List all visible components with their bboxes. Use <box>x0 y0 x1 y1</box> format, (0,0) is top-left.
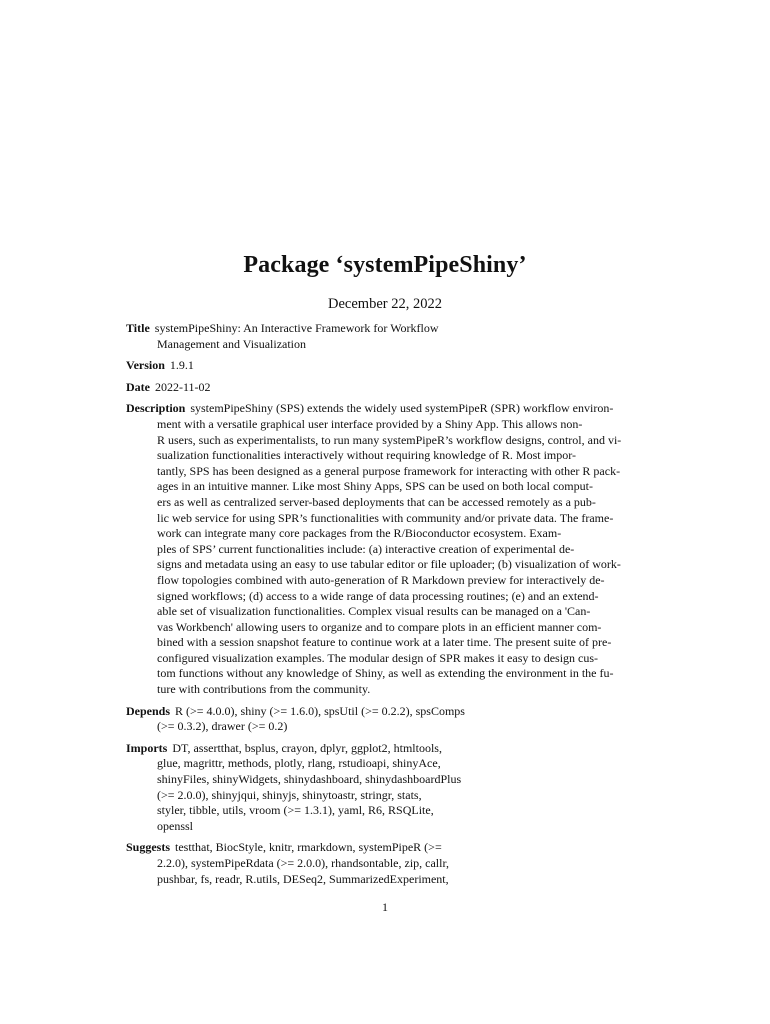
field-text: lic web service for using SPR’s functionalities with community and/or private data. The frame- <box>157 510 614 525</box>
field-line <box>126 872 646 888</box>
field-label: Date <box>126 379 150 394</box>
field-line <box>126 741 646 757</box>
field-label: Depends <box>126 703 171 718</box>
field-line <box>126 856 646 872</box>
field-line <box>126 666 646 682</box>
field-text: tom functions without any knowledge of Shiny, as well as extending the environment in the fu- <box>157 666 614 681</box>
field-label: Imports <box>126 740 168 755</box>
field-line <box>126 620 646 636</box>
field-line <box>126 380 646 396</box>
field-text: pushbar, fs, readr, R.utils, DESeq2, SummarizedExperiment, <box>157 871 449 886</box>
field-text: (>= 0.3.2), drawer (>= 0.2) <box>157 719 288 734</box>
field-text: sualization functionalities interactively without requiring knowledge of R. Most impor- <box>157 448 577 463</box>
description-fields <box>126 321 646 893</box>
field-label: Suggests <box>126 840 171 855</box>
field-line <box>126 635 646 651</box>
field-text: R users, such as experimentalists, to run many systemPipeR’s workflow designs, control, and vi- <box>157 432 622 447</box>
field-line <box>126 557 646 573</box>
field-text: DT, assertthat, bsplus, crayon, dplyr, ggplot2, htmltools, <box>172 740 442 755</box>
field-text: ages in an intuitive manner. Like most Shiny Apps, SPS can be used on both local comput- <box>157 479 593 494</box>
field-text: 2022-11-02 <box>155 379 211 394</box>
document-date: December 22, 2022 <box>328 296 442 312</box>
field-line <box>126 417 646 433</box>
field-line <box>126 479 646 495</box>
field-line <box>126 772 646 788</box>
field-text: shinyFiles, shinyWidgets, shinydashboard, shinydashboardPlus <box>157 772 462 787</box>
field-text: able set of visualization functionalities. Complex visual results can be managed on a 'Can- <box>157 604 591 619</box>
field-label: Version <box>126 358 165 373</box>
field-text: vas Workbench' allowing users to organize and to compare plots in an efficient manner com- <box>157 619 602 634</box>
page-number: 1 <box>382 900 388 914</box>
field-text: configured visualization examples. The modular design of SPR makes it easy to design cus- <box>157 650 599 665</box>
field-text: styler, tibble, utils, vroom (>= 1.3.1), yaml, R6, RSQLite, <box>157 803 434 818</box>
field-text: signed workflows; (d) access to a wide range of data processing routines; (e) and an extend- <box>157 588 599 603</box>
field-text: signs and metadata using an easy to use tabular editor or file uploader; (b) visualization of work- <box>157 557 621 572</box>
field-depends <box>126 704 646 735</box>
field-text: 2.2.0), systemPipeRdata (>= 2.0.0), rhandsontable, zip, callr, <box>157 856 449 870</box>
field-text: systemPipeShiny: An Interactive Framework for Workflow <box>154 321 439 335</box>
field-line <box>126 682 646 698</box>
field-line <box>126 495 646 511</box>
field-line <box>126 542 646 558</box>
field-text: ment with a versatile graphical user interface provided by a Shiny App. This allows non- <box>157 416 583 431</box>
field-line <box>126 401 646 417</box>
field-description <box>126 401 646 697</box>
document-title: Package ‘systemPipeShiny’ <box>243 252 527 278</box>
field-line <box>126 719 646 735</box>
field-line <box>126 464 646 480</box>
field-imports <box>126 741 646 835</box>
field-line <box>126 756 646 772</box>
field-text: flow topologies combined with auto-generation of R Markdown preview for interactively de- <box>157 572 605 587</box>
field-line <box>126 589 646 605</box>
field-text: 1.9.1 <box>169 358 194 373</box>
field-line <box>126 337 646 353</box>
field-line <box>126 840 646 856</box>
field-line <box>126 604 646 620</box>
field-line <box>126 321 646 337</box>
field-line <box>126 448 646 464</box>
field-line <box>126 433 646 449</box>
field-text: work can integrate many core packages from the R/Bioconductor ecosystem. Exam- <box>157 526 562 541</box>
field-text: Management and Visualization <box>157 336 307 351</box>
field-line <box>126 651 646 667</box>
field-date <box>126 380 646 396</box>
field-text: tantly, SPS has been designed as a general purpose framework for interacting with other R pack- <box>157 463 621 478</box>
field-text: bined with a session snapshot feature to continue work at a later time. The present suite of pre- <box>157 635 612 650</box>
field-text: openssl <box>157 818 193 833</box>
field-line <box>126 803 646 819</box>
field-text: (>= 2.0.0), shinyjqui, shinyjs, shinytoastr, stringr, stats, <box>157 787 422 802</box>
field-line <box>126 819 646 835</box>
field-version <box>126 358 646 374</box>
field-line <box>126 573 646 589</box>
field-line <box>126 511 646 527</box>
field-line <box>126 358 646 374</box>
field-line <box>126 704 646 720</box>
field-label: Title <box>126 321 150 335</box>
field-label: Description <box>126 401 186 416</box>
field-text: ers as well as centralized server-based deployments that can be accessed remotely as a pub- <box>157 494 596 509</box>
field-suggests <box>126 840 646 887</box>
field-text: R (>= 4.0.0), shiny (>= 1.6.0), spsUtil (>= 0.2.2), spsComps <box>175 703 465 718</box>
field-text: ples of SPS’ current functionalities include: (a) interactive creation of experimental de- <box>157 541 575 556</box>
field-line <box>126 788 646 804</box>
field-text: testthat, BiocStyle, knitr, rmarkdown, systemPipeR (>= <box>175 840 442 855</box>
field-text: ture with contributions from the community. <box>157 682 371 697</box>
field-title <box>126 321 646 352</box>
field-line <box>126 526 646 542</box>
field-text: systemPipeShiny (SPS) extends the widely used systemPipeR (SPR) workflow environ- <box>190 401 614 416</box>
field-text: glue, magrittr, methods, plotly, rlang, rstudioapi, shinyAce, <box>157 756 441 771</box>
